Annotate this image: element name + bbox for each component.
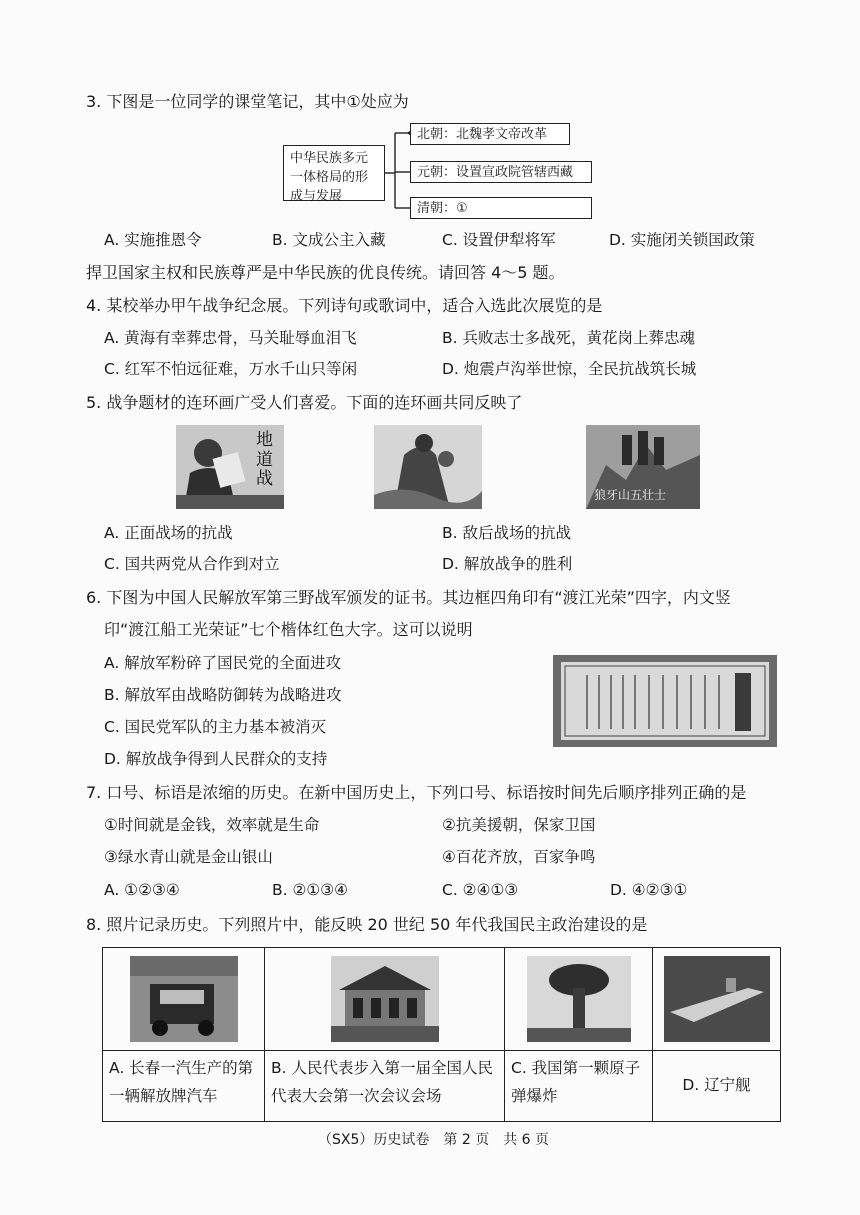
q7-stem: 7. 口号、标语是浓缩的历史。在新中国历史上，下列口号、标语按时间先后顺序排列正确的是 (86, 783, 747, 802)
q4-option-c: C. 红军不怕远征难，万水千山只等闲 (104, 360, 358, 378)
q4-option-d: D. 炮震卢沟举世惊，全民抗战筑长城 (442, 360, 697, 378)
certificate-image (553, 655, 777, 747)
q7-option-d: D. ④②③① (610, 881, 688, 899)
q7-option-b: B. ②①③④ (272, 881, 349, 899)
q6-stem-line1: 6. 下图为中国人民解放军第三野战军颁发的证书。其边框四角印有“渡江光荣”四字，内文竖 (86, 588, 731, 607)
q7-item-4: ④百花齐放，百家争鸣 (442, 848, 596, 866)
q8-stem: 8. 照片记录历史。下列照片中，能反映 20 世纪 50 年代我国民主政治建设的是 (86, 915, 648, 934)
photo-liaoning-carrier (664, 956, 770, 1042)
q3-center-text: 中华民族多元一体格局的形成与发展 (290, 151, 369, 204)
photo-atomic-bomb (527, 956, 631, 1042)
q3-option-a: A. 实施推恩令 (104, 231, 202, 249)
photo-cell-c (505, 948, 653, 1051)
photo-cell-d (653, 948, 781, 1051)
comic-tunnel-title: 地道战 (256, 430, 273, 490)
q7-item-2: ②抗美援朝，保家卫国 (442, 816, 596, 834)
photo-liberation-truck (130, 956, 238, 1042)
comic-langya-title: 狼牙山五壮士 (594, 488, 667, 502)
q5-stem: 5. 战争题材的连环画广受人们喜爱。下面的连环画共同反映了 (86, 393, 523, 412)
q4-stem: 4. 某校举办甲午战争纪念展。下列诗句或歌词中，适合入选此次展览的是 (86, 296, 603, 315)
caption-cell-a (103, 1051, 265, 1122)
q5-option-b: B. 敌后战场的抗战 (442, 524, 571, 542)
q6-option-b: B. 解放军由战略防御转为战略进攻 (104, 686, 342, 704)
q3-note-north-text: 北朝：北魏孝文帝改革 (417, 127, 548, 142)
q3-option-b: B. 文成公主入藏 (272, 231, 386, 249)
q5-option-d: D. 解放战争的胜利 (442, 555, 573, 573)
q4-option-a: A. 黄海有幸葬忠骨，马关耻辱血泪飞 (104, 329, 357, 347)
q3-bracket-lines (385, 128, 413, 218)
q6-option-a: A. 解放军粉碎了国民党的全面进攻 (104, 654, 342, 672)
photo-npc-hall (331, 956, 439, 1042)
q3-option-c: C. 设置伊犁将军 (442, 231, 556, 249)
q8-option-c: C. 我国第一颗原子弹爆炸 (511, 1059, 641, 1105)
q7-item-3: ③绿水青山就是金山银山 (104, 848, 273, 866)
q3-stem: 3. 下图是一位同学的课堂笔记，其中①处应为 (86, 92, 409, 111)
q3-center-box (283, 145, 385, 204)
intro-4-5: 捍卫国家主权和民族尊严是中华民族的优良传统。请回答 4～5 题。 (86, 263, 565, 282)
q7-option-c: C. ②④①③ (442, 881, 519, 899)
q3-note-north (410, 123, 570, 145)
q5-option-c: C. 国共两党从合作到对立 (104, 555, 280, 573)
q8-option-a: A. 长春一汽生产的第一辆解放牌汽车 (109, 1059, 254, 1105)
q3-note-yuan (410, 161, 592, 183)
photo-cell-b (265, 948, 505, 1051)
q4-option-b: B. 兵败志士多战死，黄花岗上葬忠魂 (442, 329, 695, 347)
q6-option-d: D. 解放战争得到人民群众的支持 (104, 750, 328, 768)
q8-option-d: D. 辽宁舰 (682, 1076, 751, 1095)
caption-cell-b (265, 1051, 505, 1122)
caption-cell-d (653, 1051, 781, 1122)
q3-note-qing-text: 清朝：① (417, 201, 468, 216)
q3-option-d: D. 实施闭关锁国政策 (609, 231, 755, 249)
comic-langya-mountain-image (586, 425, 700, 509)
comic-tunnel-warfare-image (176, 425, 284, 509)
q5-option-a: A. 正面战场的抗战 (104, 524, 233, 542)
page-footer: （SX5）历史试卷 第 2 页 共 6 页 (318, 1132, 549, 1148)
photo-cell-a (103, 948, 265, 1051)
q3-note-yuan-text: 元朝：设置宣政院管辖西藏 (417, 165, 574, 180)
q6-stem-line2: 印“渡江船工光荣证”七个楷体红色大字。这可以说明 (104, 620, 473, 639)
q8-photo-table (102, 947, 781, 1122)
q8-option-b: B. 人民代表步入第一届全国人民代表大会第一次会议会场 (271, 1059, 493, 1105)
q6-option-c: C. 国民党军队的主力基本被消灭 (104, 718, 327, 736)
q7-option-a: A. ①②③④ (104, 881, 180, 899)
comic-battle-image (374, 425, 482, 509)
caption-cell-c (505, 1051, 653, 1122)
q3-note-qing (410, 197, 592, 219)
q7-item-1: ①时间就是金钱，效率就是生命 (104, 816, 320, 834)
